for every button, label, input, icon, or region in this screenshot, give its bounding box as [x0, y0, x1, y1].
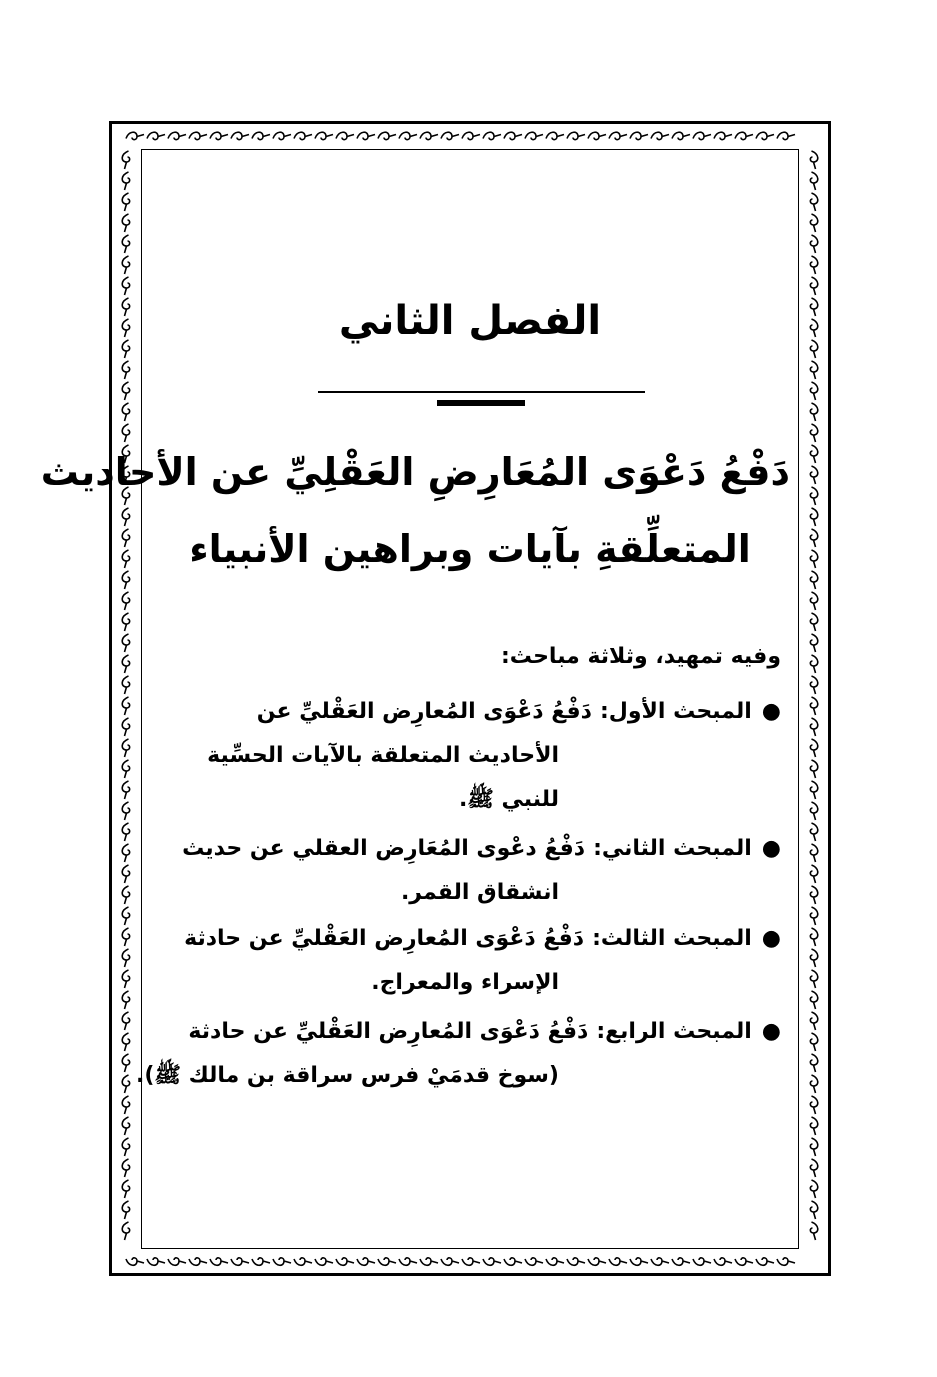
- ornament-scroll: [756, 1258, 774, 1265]
- ornament-scroll: [122, 886, 129, 904]
- ornament-scroll: [810, 760, 817, 778]
- ornament-scroll: [810, 361, 817, 379]
- ornament-scroll: [231, 132, 249, 139]
- ornament-scroll: [810, 151, 817, 169]
- ornament-scroll: [357, 1258, 375, 1265]
- section-label: المبحث الأول:: [599, 699, 752, 724]
- ornament-scroll: [315, 132, 333, 139]
- ornament-scroll: [693, 132, 711, 139]
- intro-text: وفيه تمهيد، وثلاثة مباحث:: [500, 644, 781, 669]
- ornament-scroll: [122, 319, 129, 337]
- ornament-scroll: [672, 132, 690, 139]
- ornament-scroll: [126, 1258, 144, 1265]
- ornament-scroll: [122, 403, 129, 421]
- ornament-scroll: [231, 1258, 249, 1265]
- section-text-line: دَفْعُ دعْوى المُعَارِض العقلي عن حديث: [182, 836, 586, 861]
- ornament-scroll: [420, 1258, 438, 1265]
- ornament-scroll: [504, 1258, 522, 1265]
- ornament-scroll: [525, 1258, 543, 1265]
- ornament-scroll: [546, 132, 564, 139]
- ornament-scroll: [810, 508, 817, 526]
- ornament-scroll: [336, 132, 354, 139]
- ornament-scroll: [777, 132, 795, 139]
- ornament-scroll: [810, 655, 817, 673]
- ornament-scroll: [294, 132, 312, 139]
- ornament-scroll: [122, 781, 129, 799]
- ornament-scroll: [735, 132, 753, 139]
- ornament-scroll: [122, 1075, 129, 1093]
- ornament-scroll: [122, 844, 129, 862]
- bullet-icon: ●: [761, 836, 781, 861]
- section-text-line: الأحاديث المتعلقة بالآيات الحسِّية: [207, 743, 559, 768]
- ornament-scroll: [756, 132, 774, 139]
- ornament-scroll: [336, 1258, 354, 1265]
- bullet-icon: ●: [761, 1019, 781, 1044]
- ornament-scroll: [588, 1258, 606, 1265]
- ornament-scroll: [810, 529, 817, 547]
- ornament-scroll: [122, 277, 129, 295]
- ornament-scroll: [378, 1258, 396, 1265]
- ornament-scroll: [122, 550, 129, 568]
- ornament-scroll: [122, 1117, 129, 1135]
- title-divider-line: [318, 391, 645, 393]
- ornament-scroll: [810, 424, 817, 442]
- bullet-icon: ●: [761, 926, 781, 951]
- ornament-scroll: [810, 571, 817, 589]
- section-label: المبحث الثاني:: [593, 836, 752, 861]
- ornament-scroll: [810, 634, 817, 652]
- ornament-scroll: [588, 132, 606, 139]
- ornament-scroll: [122, 1222, 129, 1240]
- ornament-scroll: [122, 739, 129, 757]
- ornament-scroll: [462, 1258, 480, 1265]
- ornament-scroll: [122, 991, 129, 1009]
- bullet-icon: ●: [761, 699, 781, 724]
- ornament-scroll: [810, 928, 817, 946]
- ornament-scroll: [483, 1258, 501, 1265]
- ornament-scroll: [122, 571, 129, 589]
- ornament-scroll: [714, 1258, 732, 1265]
- ornament-scroll: [122, 1180, 129, 1198]
- ornament-scroll: [693, 1258, 711, 1265]
- ornament-scroll: [810, 1054, 817, 1072]
- ornament-scroll: [672, 1258, 690, 1265]
- ornament-scroll: [210, 132, 228, 139]
- ornament-scroll: [567, 1258, 585, 1265]
- ornament-scroll: [122, 592, 129, 610]
- ornament-scroll: [210, 1258, 228, 1265]
- section-text-line: انشقاق القمر.: [400, 880, 559, 905]
- ornament-scroll: [122, 613, 129, 631]
- ornament-scroll: [441, 132, 459, 139]
- ornament-scroll: [441, 1258, 459, 1265]
- ornament-scroll: [546, 1258, 564, 1265]
- ornament-scroll: [810, 298, 817, 316]
- section-text-line: دَفْعُ دَعْوَى المُعارِض العَقْليِّ عن: [256, 699, 592, 724]
- ornament-scroll: [252, 1258, 270, 1265]
- ornament-scroll: [810, 823, 817, 841]
- ornament-scroll: [810, 466, 817, 484]
- ornament-scroll: [122, 970, 129, 988]
- ornament-scroll: [810, 1012, 817, 1030]
- ornament-scroll: [483, 132, 501, 139]
- ornament-scroll: [122, 928, 129, 946]
- ornament-scroll: [609, 132, 627, 139]
- ornament-scroll: [399, 1258, 417, 1265]
- ornament-scroll: [810, 193, 817, 211]
- ornament-scroll: [168, 132, 186, 139]
- ornament-scroll: [168, 1258, 186, 1265]
- ornament-scroll: [294, 1258, 312, 1265]
- ornament-scroll: [122, 529, 129, 547]
- ornament-scroll: [777, 1258, 795, 1265]
- ornament-scroll: [122, 1033, 129, 1051]
- ornament-scroll: [122, 361, 129, 379]
- ornament-scroll: [651, 1258, 669, 1265]
- ornament-scroll: [630, 132, 648, 139]
- section-text-line: الإسراء والمعراج.: [371, 970, 559, 995]
- ornament-scroll: [810, 340, 817, 358]
- chapter-title: الفصل الثاني: [338, 298, 602, 344]
- ornament-scroll: [810, 970, 817, 988]
- ornament-scroll: [504, 132, 522, 139]
- ornament-scroll: [810, 592, 817, 610]
- ornament-scroll: [810, 781, 817, 799]
- ornament-scroll: [735, 1258, 753, 1265]
- ornament-scroll: [273, 132, 291, 139]
- ornament-scroll: [357, 132, 375, 139]
- ornament-scroll: [651, 132, 669, 139]
- section-label: المبحث الرابع:: [596, 1019, 752, 1044]
- ornament-scroll: [122, 760, 129, 778]
- ornament-scroll: [122, 1012, 129, 1030]
- chapter-heading-line-2: المتعلِّقةِ بآيات وبراهين الأنبياء: [189, 527, 751, 571]
- ornament-scroll: [810, 1075, 817, 1093]
- ornament-scroll: [810, 1180, 817, 1198]
- ornament-scroll: [122, 256, 129, 274]
- ornament-scroll: [810, 1117, 817, 1135]
- ornament-scroll: [122, 676, 129, 694]
- ornament-scroll: [810, 739, 817, 757]
- ornament-scroll: [810, 382, 817, 400]
- ornament-scroll: [810, 319, 817, 337]
- ornament-scroll: [252, 132, 270, 139]
- section-text-line: للنبي ﷺ.: [458, 787, 559, 812]
- ornament-scroll: [810, 172, 817, 190]
- section-item-2: [151, 827, 781, 915]
- ornament-scroll: [810, 277, 817, 295]
- ornament-scroll: [567, 132, 585, 139]
- ornament-scroll: [810, 235, 817, 253]
- ornament-scroll: [630, 1258, 648, 1265]
- ornament-scroll: [122, 1054, 129, 1072]
- ornament-scroll: [810, 844, 817, 862]
- ornament-scroll: [122, 823, 129, 841]
- ornament-scroll: [810, 1159, 817, 1177]
- ornament-scroll: [147, 1258, 165, 1265]
- title-divider-bar: [437, 400, 525, 406]
- ornament-scroll: [122, 214, 129, 232]
- ornament-scroll: [810, 445, 817, 463]
- ornament-scroll: [810, 886, 817, 904]
- section-item-1: [151, 690, 781, 822]
- ornament-scroll: [189, 132, 207, 139]
- ornament-scroll: [609, 1258, 627, 1265]
- ornament-scroll: [714, 132, 732, 139]
- ornament-scroll: [810, 214, 817, 232]
- ornament-scroll: [122, 1138, 129, 1156]
- ornament-scroll: [420, 132, 438, 139]
- ornament-scroll: [810, 1222, 817, 1240]
- ornament-scroll: [810, 1033, 817, 1051]
- ornament-scroll: [810, 991, 817, 1009]
- ornament-scroll: [810, 676, 817, 694]
- ornament-scroll: [122, 949, 129, 967]
- ornament-scroll: [122, 424, 129, 442]
- ornament-scroll: [810, 718, 817, 736]
- ornament-scroll: [122, 634, 129, 652]
- ornament-scroll: [122, 655, 129, 673]
- section-label: المبحث الثالث:: [592, 926, 752, 951]
- ornament-scroll: [315, 1258, 333, 1265]
- ornament-scroll: [122, 193, 129, 211]
- ornament-scroll: [122, 718, 129, 736]
- ornament-scroll: [810, 403, 817, 421]
- ornament-scroll: [525, 132, 543, 139]
- ornament-scroll: [122, 382, 129, 400]
- ornament-scroll: [462, 132, 480, 139]
- ornament-scroll: [122, 1201, 129, 1219]
- ornament-scroll: [810, 1138, 817, 1156]
- ornament-scroll: [122, 172, 129, 190]
- ornament-scroll: [810, 613, 817, 631]
- ornament-scroll: [378, 132, 396, 139]
- ornament-scroll: [122, 802, 129, 820]
- ornament-scroll: [122, 697, 129, 715]
- ornament-scroll: [122, 298, 129, 316]
- section-text-line: (سوخ قدمَيْ فرس سراقة بن مالك ﷺ).: [135, 1063, 559, 1088]
- ornament-scroll: [122, 235, 129, 253]
- ornament-scroll: [810, 256, 817, 274]
- ornament-scroll: [122, 508, 129, 526]
- ornament-scroll: [810, 550, 817, 568]
- ornament-scroll: [810, 949, 817, 967]
- ornament-scroll: [810, 1096, 817, 1114]
- ornament-scroll: [122, 865, 129, 883]
- ornament-scroll: [810, 697, 817, 715]
- ornament-scroll: [273, 1258, 291, 1265]
- ornament-scroll: [810, 865, 817, 883]
- ornament-scroll: [122, 1096, 129, 1114]
- ornament-scroll: [189, 1258, 207, 1265]
- chapter-heading-line-1: دَفْعُ دَعْوَى المُعَارِضِ العَقْلِيِّ عن الأحاديث: [40, 450, 790, 494]
- ornament-scroll: [147, 132, 165, 139]
- section-item-3: [151, 917, 781, 1005]
- ornament-scroll: [122, 907, 129, 925]
- ornament-scroll: [810, 802, 817, 820]
- section-text-line: دَفْعُ دَعْوَى المُعارِض العَقْليِّ عن حادثة: [188, 1019, 589, 1044]
- ornament-scroll: [122, 1159, 129, 1177]
- section-text-line: دَفْعُ دَعْوَى المُعارِض العَقْليِّ عن حادثة: [184, 926, 585, 951]
- ornament-scroll: [810, 487, 817, 505]
- ornament-scroll: [122, 151, 129, 169]
- ornament-scroll: [399, 132, 417, 139]
- ornament-scroll: [810, 907, 817, 925]
- ornament-scroll: [810, 1201, 817, 1219]
- ornament-scroll: [122, 340, 129, 358]
- ornament-scroll: [126, 132, 144, 139]
- section-item-4: [135, 1010, 781, 1098]
